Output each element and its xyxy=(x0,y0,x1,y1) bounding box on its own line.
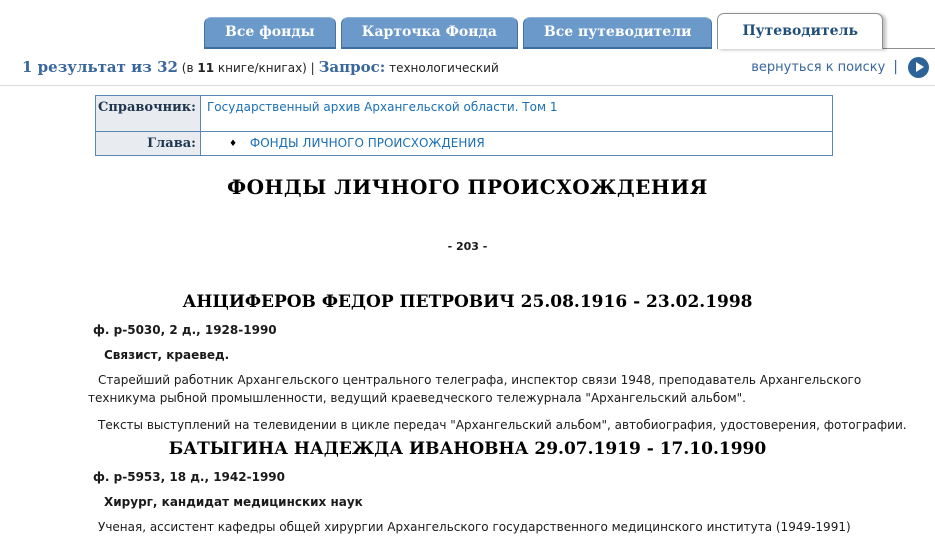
reference-label: Справочник: xyxy=(96,96,201,132)
entry-paragraph: Старейший работник Архангельского центрального телеграфа, инспектор связи 1948, преподаватель Архангельского техникума рыбной промышленности, ведущий краеведческого тележурнала "Архангельский альбом". xyxy=(88,373,862,405)
tab-fund-card[interactable]: Карточка Фонда xyxy=(341,17,518,49)
tab-all-guides[interactable]: Все путеводители xyxy=(523,17,713,49)
books-suffix: книге/книгах) | xyxy=(217,61,315,75)
reference-link[interactable]: Государственный архив Архангельской области. Том 1 xyxy=(206,100,558,114)
books-prefix: (в xyxy=(181,61,194,75)
chapter-link[interactable]: ФОНДЫ ЛИЧНОГО ПРОИСХОЖДЕНИЯ xyxy=(249,136,485,150)
occupation-line: Связист, краевед. xyxy=(104,348,230,362)
results-summary xyxy=(22,58,499,76)
entry-paragraph: Тексты выступлений на телевидении в цикле передач "Архангельский альбом", автобиография, удостоверения, фотографии. xyxy=(98,418,907,432)
fund-reference-line: ф. р-5953, 18 д., 1942-1990 xyxy=(93,470,285,484)
results-count: 1 результат из 32 xyxy=(22,58,178,76)
entry-heading: АНЦИФЕРОВ ФЕДОР ПЕТРОВИЧ 25.08.1916 - 23.02.1998 xyxy=(182,292,753,312)
chapter-label: Глава: xyxy=(96,132,201,156)
chapter-value-cell xyxy=(200,132,832,156)
results-bar xyxy=(0,49,935,86)
page-number: - 203 - xyxy=(447,240,488,253)
back-separator: | xyxy=(893,59,898,75)
fund-reference-line: ф. р-5030, 2 д., 1928-1990 xyxy=(93,323,277,337)
table-row xyxy=(96,96,833,132)
guide-document xyxy=(0,175,935,536)
guide-info-table xyxy=(95,95,833,156)
query-value: технологический xyxy=(389,61,499,75)
entry-heading: БАТЫГИНА НАДЕЖДА ИВАНОВНА 29.07.1919 - 17.10.1990 xyxy=(168,439,767,459)
table-row xyxy=(96,132,833,156)
occupation-line: Хирург, кандидат медицинских наук xyxy=(104,495,363,509)
query-label: Запрос: xyxy=(318,58,386,76)
chapter-title: ФОНДЫ ЛИЧНОГО ПРОИСХОЖДЕНИЯ xyxy=(227,175,708,199)
play-arrow-icon xyxy=(916,62,924,72)
tab-all-funds[interactable]: Все фонды xyxy=(204,17,336,49)
books-count: 11 xyxy=(197,61,215,75)
tab-guide-active[interactable]: Путеводитель xyxy=(717,13,883,49)
results-actions xyxy=(751,57,929,78)
entry-paragraph: Ученая, ассистент кафедры общей хирургии Архангельского государственного медицинского института (1949-1991) xyxy=(98,520,851,534)
tabstrip-bottom-rule xyxy=(883,0,935,49)
diamond-bullet-icon: ♦ xyxy=(228,139,238,149)
go-button[interactable] xyxy=(908,57,929,78)
tab-bar xyxy=(0,0,935,49)
back-to-search-link[interactable]: вернуться к поиску xyxy=(751,59,886,75)
reference-value-cell xyxy=(200,96,832,132)
